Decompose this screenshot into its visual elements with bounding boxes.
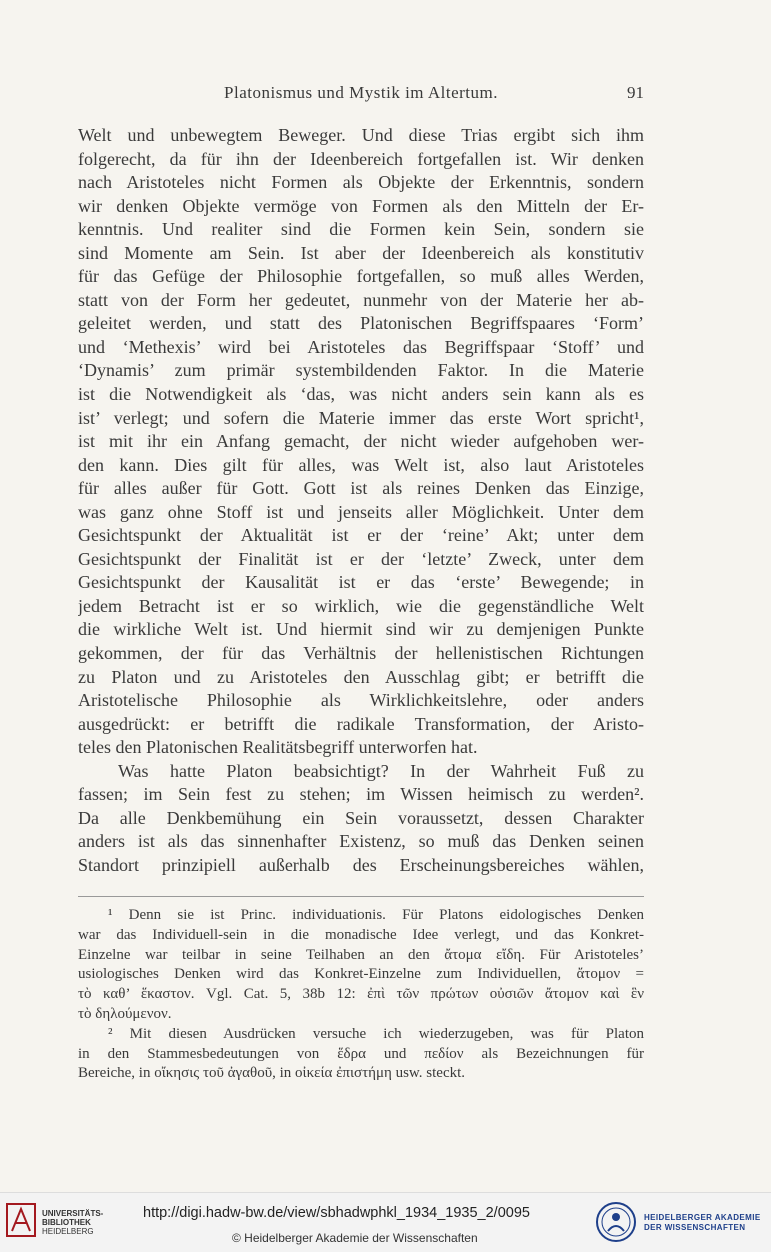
footnote-line: ² Mit diesen Ausdrücken versuche ich wiederzugeben, was für Platon [108,1025,644,1042]
text-line: fassen; im Sein fest zu stehen; im Wissen heimisch zu werden². [78,784,644,805]
text-line: teles den Platonischen Realitätsbegriff unterworfen hat. [78,737,478,758]
footnote-divider [78,896,644,897]
text-line: Aristotelische Philosophie als Wirklichkeitslehre, oder anders [78,690,644,711]
body-text [78,124,644,878]
academy-name [644,1213,761,1233]
text-line: wir denken Objekte vermöge von Formen als den Mitteln der Er- [78,195,644,216]
library-name-line: BIBLIOTHEK [42,1218,91,1227]
academy-name-line: DER WISSENSCHAFTEN [644,1223,746,1232]
text-line: Welt und unbewegtem Beweger. Und diese Trias ergibt sich ihm [78,125,644,145]
text-line: für alles außer für Gott. Gott ist als reines Denken das Einzige, [78,478,644,499]
text-line: was ganz ohne Stoff ist und jenseits aller Möglichkeit. Unter dem [78,501,644,522]
footnote-line: Bereiche, in οἴκησις τοῦ ἀγαθοῦ, in οἰκεία ἐπιστήμη usw. steckt. [78,1065,466,1082]
text-line: anders ist als das sinnenhafter Existenz, so muß das Denken seinen [78,831,644,852]
text-line: Gesichtspunkt der Kausalität ist er das ‘erste’ Bewegende; in [78,572,644,593]
text-line: Was hatte Platon beabsichtigt? In der Wahrheit Fuß zu [118,760,644,781]
text-line: nach Aristoteles nicht Formen als Objekte der Erkenntnis, sondern [78,172,644,193]
text-line: ist’ verlegt; und sofern die Materie immer das erste Wort spricht¹, [78,407,644,428]
text-line: und ‘Methexis’ wird bei Aristoteles das Begriffspaar ‘Stoff’ und [78,336,644,357]
footnote-line: in den Stammesbedeutungen von ἕδρα und πεδίον als Bezeichnungen für [78,1045,644,1062]
text-line: zu Platon und zu Aristoteles den Ausschlag gibt; er betrifft die [78,666,644,687]
library-name-line: UNIVERSITÄTS- [42,1209,104,1218]
text-line: für das Gefüge der Philosophie fortgefallen, so muß alles Werden, [78,266,644,287]
page-header [78,83,644,107]
source-url-link[interactable]: http://digi.hadw-bw.de/view/sbhadwphkl_1934_1935_2/0095 [143,1205,530,1221]
academy-seal-icon [595,1201,637,1243]
library-name-line: HEIDELBERG [42,1227,94,1236]
text-line: ausgedrückt: er betrifft die radikale Transformation, der Aristo- [78,713,644,734]
running-title: Platonismus und Mystik im Altertum. [224,83,498,102]
text-line: folgerecht, da für ihn der Ideenbereich fortgefallen ist. Wir denken [78,148,644,169]
academy-name-line: HEIDELBERGER AKADEMIE [644,1213,761,1222]
text-line: ist die Notwendigkeit als ‘das, was nicht anders sein kann als es [78,384,644,405]
footnotes [78,906,644,1084]
text-line: Gesichtspunkt der Aktualität ist er der ‘reine’ Akt; unter dem [78,525,644,546]
footnote-line: usiologisches Denken wird das Konkret-Einzelne zum Individuellen, ἄτομον = [78,966,644,983]
footnote-line: τὸ δηλούμενον. [78,1005,172,1022]
footnote-line: ¹ Denn sie ist Princ. individuationis. Für Platons eidologisches Denken [108,907,644,923]
text-line: Da alle Denkbemühung ein Sein voraussetzt, dessen Charakter [78,807,644,828]
text-line: den kann. Dies gilt für alles, was Welt ist, also laut Aristoteles [78,454,644,475]
footnote-line: war das Individuell-sein in die monadische Idee verlegt, und das Konkret- [78,926,644,943]
text-line: Standort prinzipiell außerhalb des Erscheinungsbereiches wählen, [78,854,644,875]
text-line: jedem Betracht ist er so wirklich, wie die gegenständliche Welt [78,595,644,616]
text-line: sind Momente am Sein. Ist aber der Ideenbereich als konstitutiv [78,242,644,263]
text-line: Gesichtspunkt der Finalität ist er der ‘letzte’ Zweck, unter dem [78,548,644,569]
footnote-line: τὸ καθ’ ἕκαστον. Vgl. Cat. 5, 38b 12: ἐπὶ τῶν πρώτων οὐσιῶν ἄτομον καὶ ἓν [78,986,644,1003]
text-line: kenntnis. Und realiter sind die Formen kein Sein, sondern sie [78,219,644,240]
text-line: die wirkliche Welt ist. Und hiermit sind wir zu demjenigen Punkte [78,619,644,640]
text-line: ist mit ihr ein Anfang gemacht, der nicht wieder aufgehoben wer- [78,431,644,452]
text-line: geleitet werden, und statt des Platonischen Begriffspaares ‘Form’ [78,313,644,334]
library-logo-icon [6,1203,36,1237]
text-line: gekommen, der für das Verhältnis der hellenistischen Richtungen [78,643,644,664]
page-number: 91 [627,83,644,102]
copyright-notice: © Heidelberger Akademie der Wissenschaften [232,1231,478,1245]
library-name [42,1209,103,1236]
text-line: statt von der Form her gedeutet, nunmehr von der Materie her ab- [78,289,644,310]
footnote-line: Einzelne war teilbar in seine Teilhaben an den ἄτομα εἴδη. Für Aristoteles’ [78,946,644,963]
footer-bar [0,1192,771,1252]
text-line: ‘Dynamis’ zum primär systembildenden Faktor. In die Materie [78,360,644,381]
